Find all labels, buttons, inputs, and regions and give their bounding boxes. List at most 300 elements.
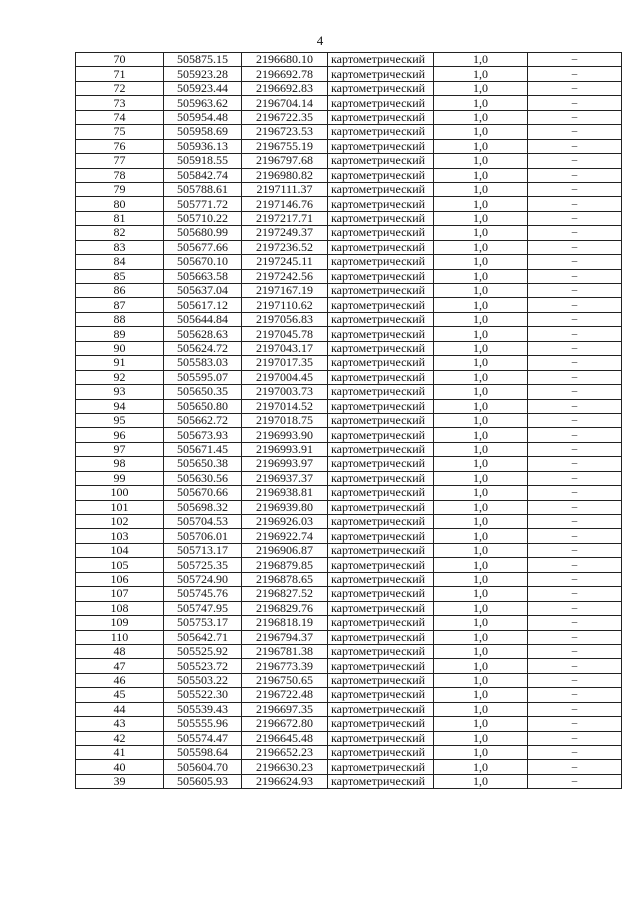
cell-point-number: 90 <box>76 341 164 355</box>
table-row <box>76 515 622 529</box>
cell-point-number: 86 <box>76 284 164 298</box>
table-row <box>76 558 622 572</box>
table-row <box>76 240 622 254</box>
cell-accuracy: 1,0 <box>434 529 528 543</box>
cell-y-coordinate: 2196939.80 <box>242 500 328 514</box>
table-row <box>76 572 622 586</box>
cell-x-coordinate: 505644.84 <box>164 312 242 326</box>
cell-accuracy: 1,0 <box>434 168 528 182</box>
cell-accuracy: 1,0 <box>434 341 528 355</box>
cell-point-number: 102 <box>76 515 164 529</box>
cell-y-coordinate: 2196818.19 <box>242 616 328 630</box>
cell-point-number: 41 <box>76 746 164 760</box>
cell-x-coordinate: 505958.69 <box>164 125 242 139</box>
cell-point-number: 78 <box>76 168 164 182</box>
cell-x-coordinate: 505673.93 <box>164 428 242 442</box>
cell-point-number: 89 <box>76 327 164 341</box>
cell-x-coordinate: 505753.17 <box>164 616 242 630</box>
cell-accuracy: 1,0 <box>434 413 528 427</box>
cell-y-coordinate: 2197236.52 <box>242 240 328 254</box>
cell-note: – <box>528 240 622 254</box>
table-row <box>76 226 622 240</box>
table-row <box>76 168 622 182</box>
cell-x-coordinate: 505650.80 <box>164 399 242 413</box>
cell-x-coordinate: 505525.92 <box>164 644 242 658</box>
cell-y-coordinate: 2196938.81 <box>242 486 328 500</box>
cell-point-number: 93 <box>76 385 164 399</box>
cell-method: картометрический <box>328 529 434 543</box>
cell-accuracy: 1,0 <box>434 515 528 529</box>
cell-method: картометрический <box>328 341 434 355</box>
cell-y-coordinate: 2197242.56 <box>242 269 328 283</box>
cell-accuracy: 1,0 <box>434 630 528 644</box>
cell-point-number: 84 <box>76 255 164 269</box>
cell-x-coordinate: 505598.64 <box>164 746 242 760</box>
cell-y-coordinate: 2197018.75 <box>242 413 328 427</box>
cell-method: картометрический <box>328 226 434 240</box>
cell-x-coordinate: 505706.01 <box>164 529 242 543</box>
cell-note: – <box>528 601 622 615</box>
cell-y-coordinate: 2197146.76 <box>242 197 328 211</box>
coordinates-table-body <box>76 53 622 789</box>
cell-note: – <box>528 486 622 500</box>
cell-point-number: 96 <box>76 428 164 442</box>
cell-note: – <box>528 53 622 67</box>
cell-note: – <box>528 515 622 529</box>
cell-x-coordinate: 505555.96 <box>164 717 242 731</box>
cell-y-coordinate: 2196797.68 <box>242 154 328 168</box>
cell-note: – <box>528 399 622 413</box>
cell-y-coordinate: 2196781.38 <box>242 644 328 658</box>
table-row <box>76 385 622 399</box>
cell-point-number: 85 <box>76 269 164 283</box>
cell-method: картометрический <box>328 67 434 81</box>
cell-x-coordinate: 505583.03 <box>164 356 242 370</box>
cell-note: – <box>528 673 622 687</box>
cell-x-coordinate: 505704.53 <box>164 515 242 529</box>
cell-x-coordinate: 505747.95 <box>164 601 242 615</box>
cell-note: – <box>528 81 622 95</box>
cell-y-coordinate: 2196879.85 <box>242 558 328 572</box>
cell-y-coordinate: 2197110.62 <box>242 298 328 312</box>
cell-accuracy: 1,0 <box>434 298 528 312</box>
cell-y-coordinate: 2196755.19 <box>242 139 328 153</box>
cell-x-coordinate: 505617.12 <box>164 298 242 312</box>
cell-method: картометрический <box>328 659 434 673</box>
cell-note: – <box>528 644 622 658</box>
table-row <box>76 702 622 716</box>
cell-accuracy: 1,0 <box>434 659 528 673</box>
cell-accuracy: 1,0 <box>434 702 528 716</box>
cell-note: – <box>528 543 622 557</box>
cell-accuracy: 1,0 <box>434 558 528 572</box>
cell-x-coordinate: 505745.76 <box>164 587 242 601</box>
cell-accuracy: 1,0 <box>434 731 528 745</box>
table-row <box>76 428 622 442</box>
cell-x-coordinate: 505605.93 <box>164 774 242 788</box>
cell-point-number: 72 <box>76 81 164 95</box>
cell-accuracy: 1,0 <box>434 486 528 500</box>
cell-note: – <box>528 731 622 745</box>
cell-accuracy: 1,0 <box>434 673 528 687</box>
cell-x-coordinate: 505671.45 <box>164 442 242 456</box>
cell-y-coordinate: 2196692.78 <box>242 67 328 81</box>
table-row <box>76 774 622 788</box>
cell-note: – <box>528 168 622 182</box>
cell-accuracy: 1,0 <box>434 717 528 731</box>
cell-method: картометрический <box>328 688 434 702</box>
cell-point-number: 108 <box>76 601 164 615</box>
cell-accuracy: 1,0 <box>434 67 528 81</box>
table-row <box>76 341 622 355</box>
cell-y-coordinate: 2197045.78 <box>242 327 328 341</box>
cell-y-coordinate: 2196645.48 <box>242 731 328 745</box>
cell-y-coordinate: 2196794.37 <box>242 630 328 644</box>
cell-point-number: 39 <box>76 774 164 788</box>
cell-x-coordinate: 505724.90 <box>164 572 242 586</box>
cell-accuracy: 1,0 <box>434 399 528 413</box>
cell-y-coordinate: 2197249.37 <box>242 226 328 240</box>
cell-note: – <box>528 154 622 168</box>
table-row <box>76 211 622 225</box>
cell-note: – <box>528 529 622 543</box>
cell-method: картометрический <box>328 731 434 745</box>
cell-method: картометрический <box>328 673 434 687</box>
cell-x-coordinate: 505680.99 <box>164 226 242 240</box>
cell-method: картометрический <box>328 442 434 456</box>
cell-y-coordinate: 2196993.90 <box>242 428 328 442</box>
cell-method: картометрический <box>328 702 434 716</box>
cell-accuracy: 1,0 <box>434 688 528 702</box>
table-row <box>76 139 622 153</box>
table-row <box>76 197 622 211</box>
cell-accuracy: 1,0 <box>434 601 528 615</box>
cell-point-number: 87 <box>76 298 164 312</box>
cell-point-number: 109 <box>76 616 164 630</box>
cell-point-number: 81 <box>76 211 164 225</box>
cell-note: – <box>528 139 622 153</box>
cell-method: картометрический <box>328 110 434 124</box>
cell-accuracy: 1,0 <box>434 500 528 514</box>
cell-accuracy: 1,0 <box>434 240 528 254</box>
cell-method: картометрический <box>328 240 434 254</box>
cell-method: картометрический <box>328 630 434 644</box>
cell-accuracy: 1,0 <box>434 139 528 153</box>
cell-accuracy: 1,0 <box>434 53 528 67</box>
cell-accuracy: 1,0 <box>434 442 528 456</box>
cell-y-coordinate: 2197004.45 <box>242 370 328 384</box>
cell-x-coordinate: 505650.38 <box>164 457 242 471</box>
cell-method: картометрический <box>328 717 434 731</box>
cell-note: – <box>528 356 622 370</box>
cell-point-number: 106 <box>76 572 164 586</box>
coordinates-table <box>75 52 622 789</box>
cell-note: – <box>528 587 622 601</box>
cell-accuracy: 1,0 <box>434 760 528 774</box>
table-row <box>76 255 622 269</box>
cell-point-number: 82 <box>76 226 164 240</box>
cell-y-coordinate: 2197245.11 <box>242 255 328 269</box>
cell-accuracy: 1,0 <box>434 587 528 601</box>
cell-accuracy: 1,0 <box>434 774 528 788</box>
cell-accuracy: 1,0 <box>434 110 528 124</box>
cell-y-coordinate: 2196829.76 <box>242 601 328 615</box>
cell-note: – <box>528 298 622 312</box>
cell-method: картометрический <box>328 154 434 168</box>
cell-x-coordinate: 505630.56 <box>164 471 242 485</box>
cell-point-number: 103 <box>76 529 164 543</box>
cell-accuracy: 1,0 <box>434 356 528 370</box>
cell-y-coordinate: 2196922.74 <box>242 529 328 543</box>
cell-note: – <box>528 457 622 471</box>
cell-y-coordinate: 2197017.35 <box>242 356 328 370</box>
cell-note: – <box>528 110 622 124</box>
cell-x-coordinate: 505670.66 <box>164 486 242 500</box>
cell-method: картометрический <box>328 515 434 529</box>
cell-point-number: 99 <box>76 471 164 485</box>
cell-note: – <box>528 370 622 384</box>
cell-x-coordinate: 505503.22 <box>164 673 242 687</box>
cell-x-coordinate: 505713.17 <box>164 543 242 557</box>
table-row <box>76 601 622 615</box>
cell-y-coordinate: 2197043.17 <box>242 341 328 355</box>
cell-y-coordinate: 2196672.80 <box>242 717 328 731</box>
cell-y-coordinate: 2196704.14 <box>242 96 328 110</box>
cell-method: картометрический <box>328 500 434 514</box>
table-row <box>76 746 622 760</box>
cell-point-number: 48 <box>76 644 164 658</box>
cell-point-number: 110 <box>76 630 164 644</box>
cell-y-coordinate: 2196722.48 <box>242 688 328 702</box>
cell-point-number: 77 <box>76 154 164 168</box>
table-row <box>76 717 622 731</box>
cell-note: – <box>528 197 622 211</box>
cell-accuracy: 1,0 <box>434 644 528 658</box>
cell-point-number: 101 <box>76 500 164 514</box>
cell-note: – <box>528 558 622 572</box>
cell-note: – <box>528 774 622 788</box>
table-row <box>76 630 622 644</box>
cell-method: картометрический <box>328 616 434 630</box>
table-row <box>76 486 622 500</box>
cell-note: – <box>528 688 622 702</box>
cell-y-coordinate: 2197111.37 <box>242 182 328 196</box>
table-row <box>76 413 622 427</box>
cell-note: – <box>528 717 622 731</box>
cell-x-coordinate: 505650.35 <box>164 385 242 399</box>
cell-y-coordinate: 2196773.39 <box>242 659 328 673</box>
cell-method: картометрический <box>328 255 434 269</box>
cell-point-number: 105 <box>76 558 164 572</box>
cell-x-coordinate: 505670.10 <box>164 255 242 269</box>
cell-method: картометрический <box>328 457 434 471</box>
cell-note: – <box>528 760 622 774</box>
cell-x-coordinate: 505663.58 <box>164 269 242 283</box>
cell-y-coordinate: 2196980.82 <box>242 168 328 182</box>
table-row <box>76 500 622 514</box>
cell-point-number: 107 <box>76 587 164 601</box>
cell-method: картометрический <box>328 125 434 139</box>
table-row <box>76 370 622 384</box>
cell-accuracy: 1,0 <box>434 616 528 630</box>
cell-method: картометрический <box>328 327 434 341</box>
cell-method: картометрический <box>328 356 434 370</box>
cell-method: картометрический <box>328 399 434 413</box>
cell-x-coordinate: 505522.30 <box>164 688 242 702</box>
cell-x-coordinate: 505918.55 <box>164 154 242 168</box>
cell-point-number: 97 <box>76 442 164 456</box>
cell-x-coordinate: 505677.66 <box>164 240 242 254</box>
cell-method: картометрический <box>328 471 434 485</box>
cell-accuracy: 1,0 <box>434 154 528 168</box>
cell-y-coordinate: 2197167.19 <box>242 284 328 298</box>
cell-point-number: 100 <box>76 486 164 500</box>
cell-note: – <box>528 746 622 760</box>
cell-accuracy: 1,0 <box>434 182 528 196</box>
cell-y-coordinate: 2197217.71 <box>242 211 328 225</box>
table-row <box>76 644 622 658</box>
cell-y-coordinate: 2197003.73 <box>242 385 328 399</box>
cell-x-coordinate: 505842.74 <box>164 168 242 182</box>
cell-method: картометрический <box>328 558 434 572</box>
cell-x-coordinate: 505771.72 <box>164 197 242 211</box>
cell-point-number: 92 <box>76 370 164 384</box>
cell-method: картометрический <box>328 197 434 211</box>
cell-accuracy: 1,0 <box>434 746 528 760</box>
cell-point-number: 45 <box>76 688 164 702</box>
table-row <box>76 110 622 124</box>
cell-note: – <box>528 442 622 456</box>
cell-note: – <box>528 226 622 240</box>
cell-y-coordinate: 2196722.35 <box>242 110 328 124</box>
cell-accuracy: 1,0 <box>434 211 528 225</box>
cell-note: – <box>528 211 622 225</box>
cell-point-number: 76 <box>76 139 164 153</box>
cell-x-coordinate: 505662.72 <box>164 413 242 427</box>
cell-method: картометрический <box>328 543 434 557</box>
cell-method: картометрический <box>328 644 434 658</box>
cell-note: – <box>528 125 622 139</box>
cell-accuracy: 1,0 <box>434 543 528 557</box>
cell-accuracy: 1,0 <box>434 370 528 384</box>
cell-method: картометрический <box>328 312 434 326</box>
cell-point-number: 91 <box>76 356 164 370</box>
table-row <box>76 182 622 196</box>
cell-accuracy: 1,0 <box>434 197 528 211</box>
cell-x-coordinate: 505698.32 <box>164 500 242 514</box>
cell-note: – <box>528 428 622 442</box>
cell-method: картометрический <box>328 746 434 760</box>
cell-x-coordinate: 505595.07 <box>164 370 242 384</box>
cell-y-coordinate: 2196937.37 <box>242 471 328 485</box>
table-row <box>76 356 622 370</box>
cell-y-coordinate: 2196993.91 <box>242 442 328 456</box>
cell-accuracy: 1,0 <box>434 226 528 240</box>
cell-note: – <box>528 616 622 630</box>
cell-method: картометрический <box>328 385 434 399</box>
cell-x-coordinate: 505923.44 <box>164 81 242 95</box>
cell-y-coordinate: 2197014.52 <box>242 399 328 413</box>
cell-point-number: 80 <box>76 197 164 211</box>
cell-y-coordinate: 2196750.65 <box>242 673 328 687</box>
cell-x-coordinate: 505604.70 <box>164 760 242 774</box>
cell-x-coordinate: 505788.61 <box>164 182 242 196</box>
cell-method: картометрический <box>328 96 434 110</box>
cell-point-number: 83 <box>76 240 164 254</box>
table-row <box>76 96 622 110</box>
table-row <box>76 587 622 601</box>
cell-method: картометрический <box>328 760 434 774</box>
table-row <box>76 81 622 95</box>
cell-method: картометрический <box>328 269 434 283</box>
table-row <box>76 659 622 673</box>
cell-y-coordinate: 2196878.65 <box>242 572 328 586</box>
cell-accuracy: 1,0 <box>434 385 528 399</box>
cell-x-coordinate: 505725.35 <box>164 558 242 572</box>
table-row <box>76 269 622 283</box>
cell-point-number: 73 <box>76 96 164 110</box>
cell-x-coordinate: 505624.72 <box>164 341 242 355</box>
cell-y-coordinate: 2196692.83 <box>242 81 328 95</box>
cell-x-coordinate: 505963.62 <box>164 96 242 110</box>
cell-note: – <box>528 312 622 326</box>
cell-point-number: 79 <box>76 182 164 196</box>
cell-y-coordinate: 2197056.83 <box>242 312 328 326</box>
cell-note: – <box>528 341 622 355</box>
cell-accuracy: 1,0 <box>434 572 528 586</box>
cell-x-coordinate: 505954.48 <box>164 110 242 124</box>
cell-y-coordinate: 2196827.52 <box>242 587 328 601</box>
cell-accuracy: 1,0 <box>434 125 528 139</box>
cell-method: картометрический <box>328 370 434 384</box>
cell-point-number: 40 <box>76 760 164 774</box>
cell-y-coordinate: 2196926.03 <box>242 515 328 529</box>
cell-method: картометрический <box>328 139 434 153</box>
cell-accuracy: 1,0 <box>434 457 528 471</box>
cell-y-coordinate: 2196652.23 <box>242 746 328 760</box>
table-row <box>76 731 622 745</box>
table-row <box>76 53 622 67</box>
table-row <box>76 327 622 341</box>
table-row <box>76 616 622 630</box>
cell-point-number: 42 <box>76 731 164 745</box>
cell-point-number: 104 <box>76 543 164 557</box>
cell-x-coordinate: 505523.72 <box>164 659 242 673</box>
cell-y-coordinate: 2196697.35 <box>242 702 328 716</box>
table-row <box>76 399 622 413</box>
cell-point-number: 71 <box>76 67 164 81</box>
cell-y-coordinate: 2196630.23 <box>242 760 328 774</box>
cell-note: – <box>528 413 622 427</box>
cell-y-coordinate: 2196993.97 <box>242 457 328 471</box>
table-row <box>76 154 622 168</box>
cell-note: – <box>528 269 622 283</box>
cell-accuracy: 1,0 <box>434 81 528 95</box>
cell-note: – <box>528 385 622 399</box>
cell-x-coordinate: 505923.28 <box>164 67 242 81</box>
table-row <box>76 312 622 326</box>
cell-point-number: 43 <box>76 717 164 731</box>
cell-method: картометрический <box>328 587 434 601</box>
cell-point-number: 88 <box>76 312 164 326</box>
cell-accuracy: 1,0 <box>434 269 528 283</box>
cell-x-coordinate: 505875.15 <box>164 53 242 67</box>
table-row <box>76 529 622 543</box>
cell-accuracy: 1,0 <box>434 428 528 442</box>
cell-note: – <box>528 96 622 110</box>
table-row <box>76 471 622 485</box>
cell-method: картометрический <box>328 298 434 312</box>
